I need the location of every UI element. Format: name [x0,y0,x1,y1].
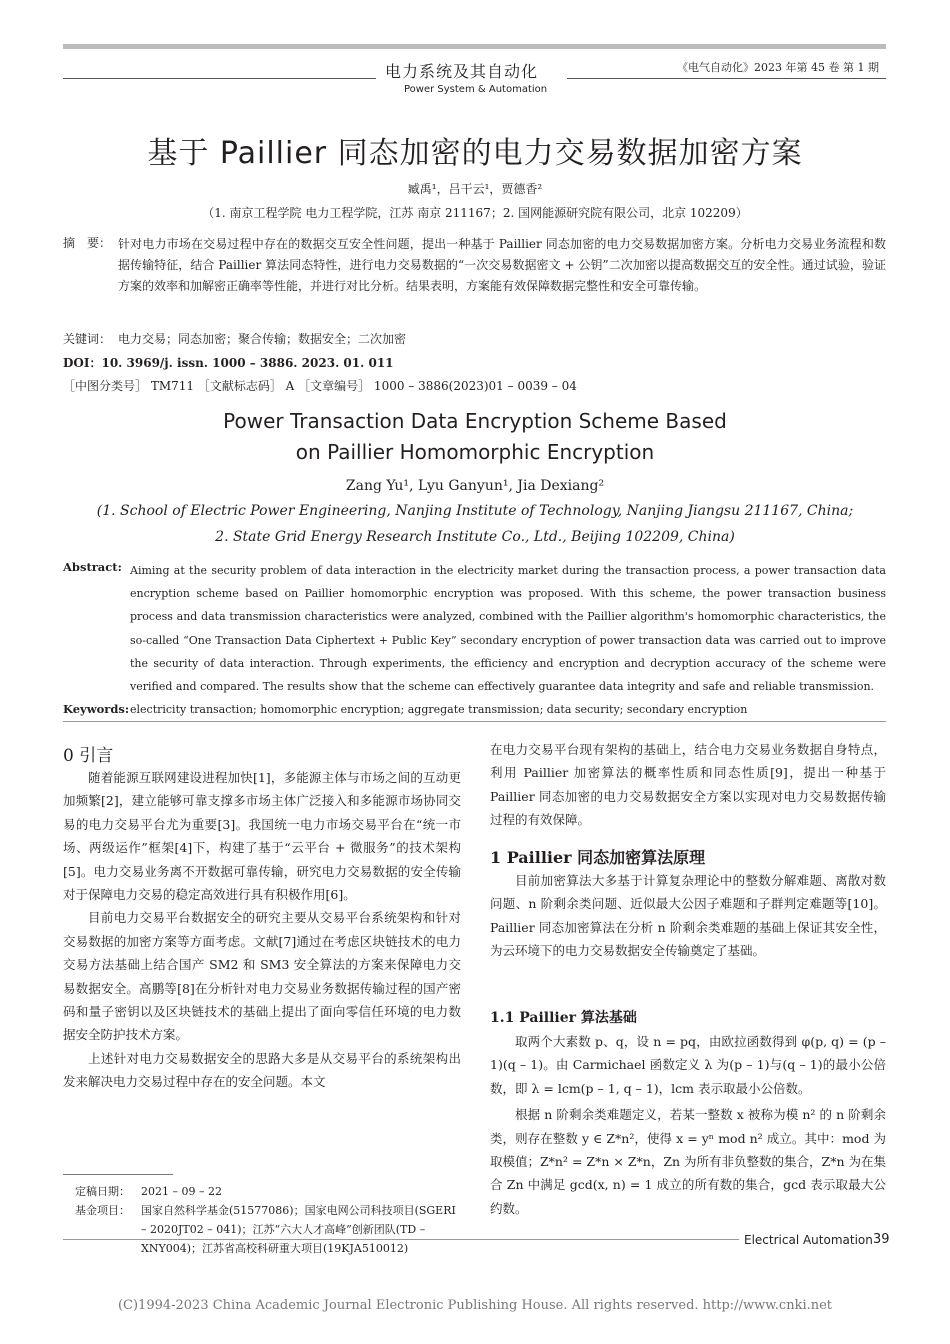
journal-name-en: Power System & Automation [404,84,548,95]
journal-name-cn: 电力系统及其自动化 [385,62,539,81]
paper-title-en [0,406,950,468]
paper-title-en-line1: Power Transaction Data Encryption Scheme Based [223,409,727,433]
left-column [63,766,461,1094]
footer-journal-en: Electrical Automation [744,1233,873,1247]
section-1-body [490,869,886,963]
section-1-paragraph: 目前加密算法大多基于计算复杂理论中的整数分解难题、离散对数问题、n 阶剩余类问题、近似最大公因子难题和子群判定难题等[10]。Paillier 同态加密算法在分析 n 阶剩余类难题的基础上保证其安全性，为云环境下的电力交易数据安全传输奠定了基础。 [490,873,886,959]
section-1-1-paragraph-2: 根据 n 阶剩余类难题定义，若某一整数 x 被称为模 n² 的 n 阶剩余类，则存在整数 y ∈ Z*n²，使得 x = yⁿ mod n² 成立。其中：mod 为取模值；Z*n² = Z*n × Z*n，Zn 为所有非负整数的集合，Z*n 为在集合 Zn 中满足 gcd(x, n) = 1 成立的所有数的集合，gcd 表示取最大公约数。 [490,1107,886,1216]
intro-paragraph-1: 随着能源互联网建设进程加快[1]，多能源主体与市场之间的互动更加频繁[2]，建立能够可靠支撑多市场主体广泛接入和多能源市场协同交易的电力交易平台尤为重要[3]。我国统一电力市场交易平台在“统一市场、两级运作”框架[4]下，构建了基于“云平台 + 微服务”的技术架构[5]。电力交易业务离不开数据可靠传输，研究电力交易数据的安全传输对于保障电力交易的稳定高效进行具有积极作用[6]。 [63,770,461,903]
header-rule-right [567,78,886,79]
page-number: 39 [873,1232,890,1247]
section-0-heading: 0 引言 [63,746,114,766]
intro-paragraph-3: 上述针对电力交易数据安全的思路大多是从交易平台的系统架构出发来解决电力交易过程中存在的安全问题。本文 [63,1050,461,1090]
right-column-top [490,738,886,832]
keywords-cn-label: 关键词： [63,332,112,346]
abstract-cn-text: 针对电力市场在交易过程中存在的数据交互安全性问题，提出一种基于 Paillier 同态加密的电力交易数据加密方案。分析电力交易业务流程和数据传输特征，结合 Paillier 算法同态特性，进行电力交易数据的“一次交易数据密文 + 公钥”二次加密以提高数据交互的安全性。通过试验，验证方案的效率和加解密正确率等性能，并进行对比分析。结果表明，方案能有效保障数据完整性和安全可靠传输。 [118,237,886,293]
affiliation-en-line2: 2. State Grid Energy Research Institute Co., Ltd., Beijing 102209, China) [215,529,735,545]
received-label: 定稿日期： [75,1185,130,1198]
copyright-line: (C)1994-2023 China Academic Journal Electronic Publishing House. All rights reserved. http://www.cnki.net [117,1298,833,1313]
footer-rule [63,1239,739,1240]
affiliation-cn: （1. 南京工程学院 电力工程学院，江苏 南京 211167；2. 国网能源研究院有限公司，北京 102209） [202,206,748,220]
section-1-1-paragraph-1: 取两个大素数 p、q，设 n = pq，由欧拉函数得到 φ(p, q) = (p – 1)(q – 1)。由 Carmichael 函数定义 λ 为(p – 1)与(q – 1)的最小公倍数，即 λ = lcm(p – 1, q – 1)，lcm 表示取最小公倍数。 [490,1034,886,1096]
fund-text: 国家自然科学基金(51577086)；国家电网公司科技项目(SGERI – 2020JT02 – 041)；江苏“六大人才高峰”创新团队(TD – XNY004)；江苏省高校科研重大项目(19KJA510012) [141,1204,456,1255]
received-date: 2021 – 09 – 22 [141,1185,222,1198]
section-1-1-body [490,1030,886,1220]
paper-title-cn: 基于 Paillier 同态加密的电力交易数据加密方案 [147,136,803,171]
doi: DOI：10. 3969/j. issn. 1000 – 3886. 2023. 01. 011 [63,356,394,370]
issue-info: 《电气自动化》2023 年第 45 卷 第 1 期 [677,61,879,74]
fund-label: 基金项目： [75,1204,130,1217]
paper-title-en-line2: on Paillier Homomorphic Encryption [295,440,655,464]
authors-cn: 臧禹¹，吕干云¹，贾德香² [407,182,543,196]
intro-paragraph-2: 目前电力交易平台数据安全的研究主要从交易平台系统架构和针对交易数据的加密方案等方面考虑。文献[7]通过在考虑区块链技术的电力交易方法基础上结合国产 SM2 和 SM3 安全算法的方案来保障电力交易数据安全。高鹏等[8]在分析针对电力交易业务数据传输过程的国产密码和量子密钥以及区块链技术的基础上提出了面向零信任环境的电力数据安全防护技术方案。 [63,910,461,1043]
keywords-cn-text: 电力交易；同态加密；聚合传输；数据安全；二次加密 [118,332,407,346]
keywords-en-text: electricity transaction; homomorphic encryption; aggregate transmission; data security; secondary encryption [130,703,748,716]
affiliation-en-line1: (1. School of Electric Power Engineering, Nanjing Institute of Technology, Nanjing Jiangsu 211167, China; [96,503,854,519]
header-rule-left [63,78,376,79]
abstract-cn-label: 摘 要： [63,236,112,250]
footnote-rule [63,1174,173,1175]
classification: ［中图分类号］ TM711 ［文献标志码］ A ［文章编号］ 1000 – 3886(2023)01 – 0039 – 04 [63,379,577,393]
right-paragraph-0: 在电力交易平台现有架构的基础上，结合电力交易业务数据自身特点，利用 Paillier 加密算法的概率性质和同态性质[9]，提出一种基于 Paillier 同态加密的电力交易数据安全方案以实现对电力交易数据传输过程的有效保障。 [490,742,886,828]
keywords-en-label: Keywords: [63,702,130,716]
abstract-divider [63,721,886,722]
header-bar [63,44,886,49]
authors-en: Zang Yu¹, Lyu Ganyun¹, Jia Dexiang² [345,478,605,494]
abstract-en-label: Abstract: [63,560,122,574]
section-1-1-heading: 1.1 Paillier 算法基础 [490,1010,637,1026]
section-1-heading: 1 Paillier 同态加密算法原理 [490,848,706,867]
abstract-en-text: Aiming at the security problem of data interaction in the electricity market during the transaction process, a power transaction data encryption scheme based on Paillier homomorphic encryption was proposed. With this scheme, the power transaction business process and data transmission characteristics were analyzed, combined with the Paillier algorithm's homomorphic characteristics, the so-called “One Transaction Data Ciphertext + Public Key” secondary encryption of power transaction data was carried out to improve the security of data interaction. Through experiments, the efficiency and encryption and decryption accuracy of the scheme were verified and compared. The results show that the scheme can effectively guarantee data integrity and safe and reliable transmission. [130,564,886,694]
